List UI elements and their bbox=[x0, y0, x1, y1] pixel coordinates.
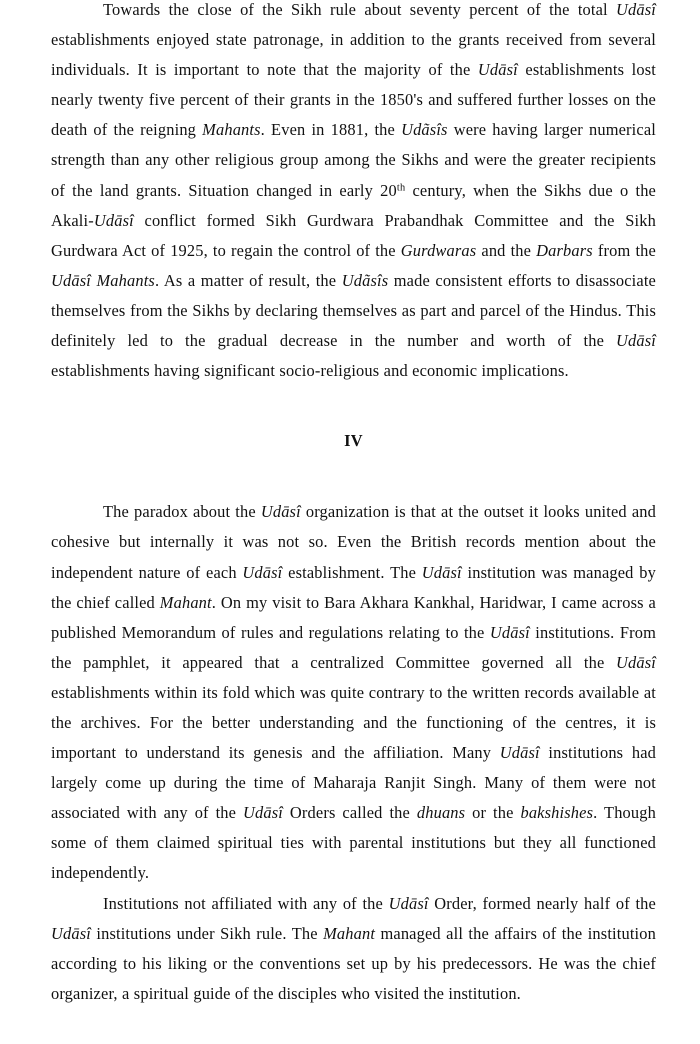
italic-term: Mahant bbox=[159, 592, 212, 612]
italic-term: Udāsî bbox=[388, 893, 429, 913]
italic-term: Udāsî bbox=[243, 803, 283, 823]
italic-term: Udāsî Mahants bbox=[51, 270, 155, 290]
italic-term: Udāsî bbox=[477, 60, 518, 80]
italic-term: Gurdwaras bbox=[400, 240, 477, 260]
ordinal-suffix: th bbox=[396, 182, 406, 194]
italic-term: Mahants bbox=[202, 120, 261, 140]
italic-term: Udāsî bbox=[499, 743, 540, 763]
italic-term: Udāsî bbox=[260, 502, 301, 522]
italic-term: Udãsîs bbox=[401, 120, 448, 140]
italic-term: Udāsî bbox=[93, 210, 134, 230]
paragraph-udasi-paradox: The paradox about the Udāsî organization is that at the outset it looks united and cohesive but internally it was not so. Even the British records mention about the independent nature of each Udāsî establishment. The Udāsî institution was managed by the chief called Mahant. On my visit to Bara Akhara Kankhal, Haridwar, I came across a published Memorandum of rules and regulations relating to the Udāsî institutions. From the pamphlet, it appeared that a centralized Committee governed all the Udāsî establishments within its fold which was quite contrary to the written records available at the archives. For the better understanding and the functioning of the centres, it is important to understand its genesis and the affiliation. Many Udāsî institutions had largely come up during the time of Maharaja Ranjit Singh. Many of them were not associated with any of the Udāsî Orders called the dhuans or the bakshishes. Though some of them claimed spiritual ties with parental institutions but they all functioned independently. bbox=[51, 502, 656, 883]
italic-term: Udāsî bbox=[51, 923, 91, 943]
spacer-above-section-heading bbox=[51, 386, 656, 426]
italic-term: Mahant bbox=[323, 923, 376, 943]
paragraph-unaffiliated-institutions: Institutions not affiliated with any of the Udāsî Order, formed nearly half of the Udāsî institutions under Sikh rule. The Mahant managed all the affairs of the institution according to his liking or the conventions set up by his predecessors. He was the chief organizer, a spiritual guide of the disciples who visited the institution. bbox=[51, 893, 656, 1003]
page-content-column bbox=[51, 0, 656, 1009]
paragraph-continuation-sikh-rule: Towards the close of the Sikh rule about seventy percent of the total Udāsî establishments enjoyed state patronage, in addition to the grants received from several individuals. It is important to note that the majority of the Udāsî establishments lost nearly twenty five percent of their grants in the 1850's and suffered further losses on the death of the reigning Mahants. Even in 1881, the Udãsîs were having larger numerical strength than any other religious group among the Sikhs and were the greater recipients of the land grants. Situation changed in early 20th century, when the Sikhs due o the Akali-Udāsî conflict formed Sikh Gurdwara Prabandhak Committee and the Sikh Gurdwara Act of 1925, to regain the control of the Gurdwaras and the Darbars from the Udāsî Mahants. As a matter of result, the Udãsîs made consistent efforts to disassociate themselves from the Sikhs by declaring themselves as part and parcel of the Hindus. This definitely led to the gradual decrease in the number and worth of the Udāsî establishments having significant socio-religious and economic implications. bbox=[51, 0, 656, 381]
italic-term: Udāsî bbox=[616, 652, 656, 672]
italic-term: dhuans bbox=[416, 803, 466, 823]
italic-term: Udāsî bbox=[616, 0, 656, 19]
italic-term: Darbars bbox=[536, 240, 593, 260]
section-heading-iv: IV bbox=[344, 431, 363, 451]
italic-term: Udāsî bbox=[489, 622, 530, 642]
italic-term: Udāsî bbox=[421, 562, 462, 582]
italic-term: Udãsîs bbox=[341, 270, 389, 290]
spacer-below-section-heading bbox=[51, 456, 656, 497]
italic-term: bakshishes bbox=[520, 803, 594, 823]
italic-term: Udāsî bbox=[616, 331, 656, 351]
italic-term: Udāsî bbox=[242, 562, 283, 582]
